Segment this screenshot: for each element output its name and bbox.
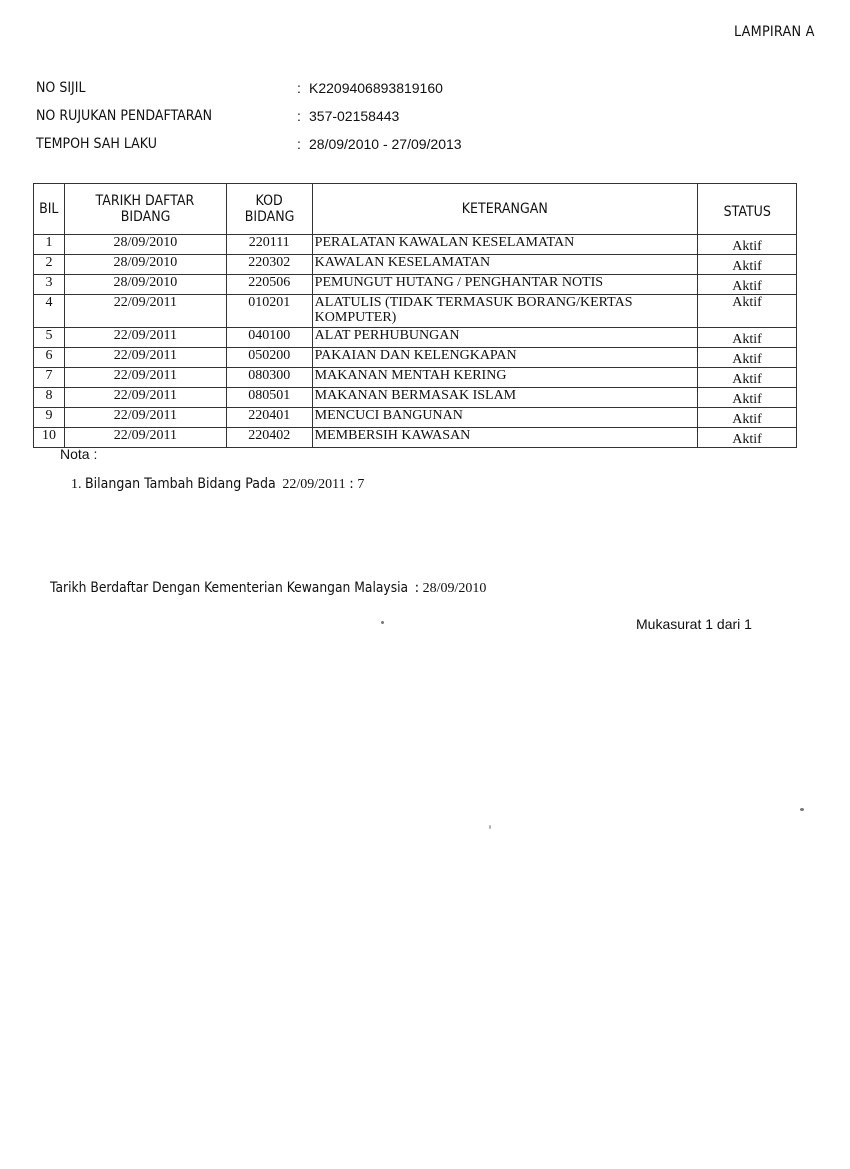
cell-bil: 4 xyxy=(34,295,65,328)
note-item xyxy=(71,476,364,493)
cell-bil: 7 xyxy=(34,368,65,388)
cell-status: Aktif xyxy=(698,408,797,428)
cell-tarikh: 28/09/2010 xyxy=(64,275,226,295)
cell-status: Aktif xyxy=(698,348,797,368)
cell-tarikh: 22/09/2011 xyxy=(64,295,226,328)
cell-keterangan: KAWALAN KESELAMATAN xyxy=(312,255,697,275)
cell-kod: 050200 xyxy=(226,348,312,368)
cell-bil: 1 xyxy=(34,235,65,255)
colon: : xyxy=(297,80,301,96)
cell-kod: 220402 xyxy=(226,428,312,448)
table-row xyxy=(34,255,797,275)
validity-period-value: 28/09/2010 - 27/09/2013 xyxy=(309,136,462,152)
table-row xyxy=(34,295,797,328)
table-row xyxy=(34,235,797,255)
cell-kod: 220401 xyxy=(226,408,312,428)
cell-status: Aktif xyxy=(698,275,797,295)
cell-tarikh: 22/09/2011 xyxy=(64,348,226,368)
cell-bil: 2 xyxy=(34,255,65,275)
cell-status: Aktif xyxy=(698,368,797,388)
cell-keterangan: PERALATAN KAWALAN KESELAMATAN xyxy=(312,235,697,255)
cell-bil: 6 xyxy=(34,348,65,368)
cell-status: Aktif xyxy=(698,235,797,255)
cell-tarikh: 22/09/2011 xyxy=(64,388,226,408)
cell-bil: 3 xyxy=(34,275,65,295)
cell-kod: 080300 xyxy=(226,368,312,388)
field-registration-table xyxy=(33,183,797,448)
cell-keterangan: ALATULIS (TIDAK TERMASUK BORANG/KERTAS KOMPUTER) xyxy=(312,295,697,328)
scan-speck xyxy=(381,621,384,624)
cell-kod: 220506 xyxy=(226,275,312,295)
cell-kod: 220111 xyxy=(226,235,312,255)
column-header-bil: BIL xyxy=(34,184,65,235)
cell-keterangan: ALAT PERHUBUNGAN xyxy=(312,328,697,348)
cell-kod: 010201 xyxy=(226,295,312,328)
column-header-kod: KOD BIDANG xyxy=(226,184,312,235)
table-row xyxy=(34,408,797,428)
table-row xyxy=(34,328,797,348)
certificate-number-value: K2209406893819160 xyxy=(309,80,443,96)
cell-status: Aktif xyxy=(698,295,797,328)
table-row xyxy=(34,388,797,408)
certificate-number-label: NO SIJIL xyxy=(36,80,86,96)
cell-bil: 10 xyxy=(34,428,65,448)
cell-kod: 220302 xyxy=(226,255,312,275)
notes-heading: Nota : xyxy=(60,446,98,462)
cell-keterangan: PEMUNGUT HUTANG / PENGHANTAR NOTIS xyxy=(312,275,697,295)
table-row xyxy=(34,368,797,388)
note-number: 1. xyxy=(71,477,82,492)
cell-keterangan: MAKANAN MENTAH KERING xyxy=(312,368,697,388)
cell-tarikh: 22/09/2011 xyxy=(64,368,226,388)
table-header-row xyxy=(34,184,797,235)
note-separator: : xyxy=(349,476,354,492)
column-header-keterangan: KETERANGAN xyxy=(312,184,697,235)
validity-period-label: TEMPOH SAH LAKU xyxy=(36,136,157,152)
note-value: 7 xyxy=(357,477,365,492)
cell-tarikh: 22/09/2011 xyxy=(64,428,226,448)
cell-tarikh: 28/09/2010 xyxy=(64,255,226,275)
scan-speck xyxy=(489,825,491,829)
table-row xyxy=(34,428,797,448)
attachment-label: LAMPIRAN A xyxy=(734,24,815,40)
cell-status: Aktif xyxy=(698,328,797,348)
registration-date-value: 28/09/2010 xyxy=(422,581,487,596)
note-date: 22/09/2011 xyxy=(282,477,346,492)
registration-date-separator: : xyxy=(414,580,420,596)
colon: : xyxy=(297,108,301,124)
cell-tarikh: 28/09/2010 xyxy=(64,235,226,255)
cell-kod: 080501 xyxy=(226,388,312,408)
cell-status: Aktif xyxy=(698,388,797,408)
cell-keterangan: MAKANAN BERMASAK ISLAM xyxy=(312,388,697,408)
page-indicator: Mukasurat 1 dari 1 xyxy=(636,616,752,632)
table-row xyxy=(34,348,797,368)
registration-reference-label: NO RUJUKAN PENDAFTARAN xyxy=(36,108,213,124)
note-label: Bilangan Tambah Bidang Pada xyxy=(85,476,276,492)
cell-bil: 5 xyxy=(34,328,65,348)
cell-tarikh: 22/09/2011 xyxy=(64,408,226,428)
table-row xyxy=(34,275,797,295)
cell-status: Aktif xyxy=(698,255,797,275)
colon: : xyxy=(297,136,301,152)
cell-keterangan: MENCUCI BANGUNAN xyxy=(312,408,697,428)
registration-reference-value: 357-02158443 xyxy=(309,108,400,124)
cell-bil: 8 xyxy=(34,388,65,408)
cell-keterangan: PAKAIAN DAN KELENGKAPAN xyxy=(312,348,697,368)
cell-bil: 9 xyxy=(34,408,65,428)
column-header-status: STATUS xyxy=(698,184,797,235)
column-header-tarikh: TARIKH DAFTAR BIDANG xyxy=(64,184,226,235)
cell-tarikh: 22/09/2011 xyxy=(64,328,226,348)
scan-speck xyxy=(800,808,804,811)
registration-date-label: Tarikh Berdaftar Dengan Kementerian Kewangan Malaysia xyxy=(50,580,409,596)
registration-date-line xyxy=(50,580,486,597)
cell-kod: 040100 xyxy=(226,328,312,348)
cell-status: Aktif xyxy=(698,428,797,448)
cell-keterangan: MEMBERSIH KAWASAN xyxy=(312,428,697,448)
